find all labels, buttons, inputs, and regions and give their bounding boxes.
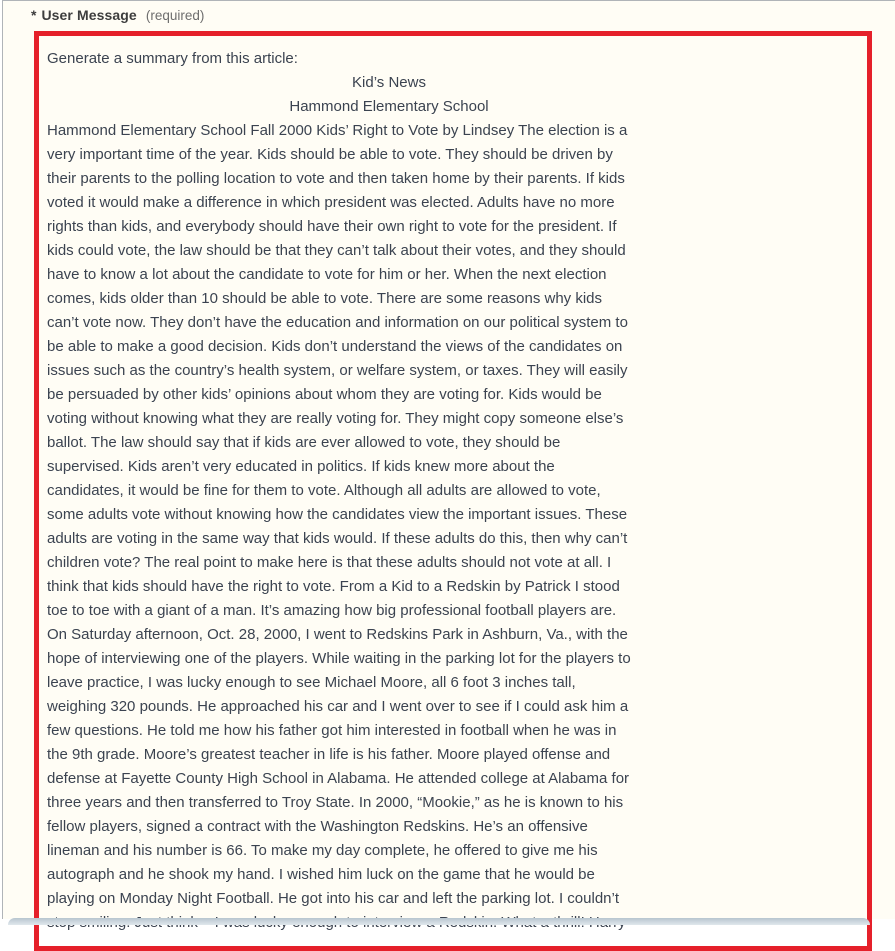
article-body-line: leave practice, I was lucky enough to see Michael Moore, all 6 foot 3 inches tall, bbox=[47, 674, 576, 691]
article-body-line: think that kids should have the right to vote. From a Kid to a Redskin by Patrick I stood bbox=[47, 578, 620, 595]
article-body bbox=[47, 119, 867, 935]
prompt-line: Generate a summary from this article: bbox=[47, 50, 298, 67]
article-body-line: autograph and he shook my hand. I wished him luck on the game that he would be bbox=[47, 866, 595, 883]
article-body-line: have to know a lot about the candidate to vote for him or her. When the next election bbox=[47, 266, 607, 283]
article-body-line: ballot. The law should say that if kids are ever allowed to vote, they should be bbox=[47, 434, 561, 451]
article-body-line: defense at Fayette County High School in Alabama. He attended college at Alabama for bbox=[47, 770, 630, 787]
article-body-line: On Saturday afternoon, Oct. 28, 2000, I went to Redskins Park in Ashburn, Va., with the bbox=[47, 626, 628, 643]
article-body-line: issues such as the country’s health system, or welfare system, or taxes. They will easily bbox=[47, 362, 628, 379]
field-label-row bbox=[31, 7, 204, 23]
article-body-line: be persuaded by other kids’ opinions about whom they are voting for. Kids would be bbox=[47, 386, 602, 403]
article-body-line: supervised. Kids aren’t very educated in politics. If kids knew more about the bbox=[47, 458, 555, 475]
article-body-line: fellow players, signed a contract with the Washington Redskins. He’s an offensive bbox=[47, 818, 588, 835]
article-subtitle: Hammond Elementary School bbox=[289, 98, 489, 115]
article-body-line: rights than kids, and everybody should have their own right to vote for the president. If bbox=[47, 218, 617, 235]
article-body-line: be able to make a good decision. Kids don’t understand the views of the candidates on bbox=[47, 338, 623, 355]
article-body-line: weighing 320 pounds. He approached his car and I went over to see if I could ask him a bbox=[47, 698, 629, 715]
user-message-textarea[interactable] bbox=[34, 31, 872, 951]
article-body-line: very important time of the year. Kids should be able to vote. They should be driven by bbox=[47, 146, 613, 163]
article-body-line: adults are voting in the same way that kids would. If these adults do this, then why can’t bbox=[47, 530, 628, 547]
required-note: (required) bbox=[145, 8, 205, 23]
article-body-line: toe to toe with a giant of a man. It’s amazing how big professional football players are. bbox=[47, 602, 617, 619]
article-body-line: playing on Monday Night Football. He got into his car and left the parking lot. I couldn’t bbox=[47, 890, 619, 907]
article-body-line: few questions. He told me how his father got him interested in football when he was in bbox=[47, 722, 617, 739]
article-body-line: hope of interviewing one of the players. While waiting in the parking lot for the players to bbox=[47, 650, 631, 667]
article-body-line: Hammond Elementary School Fall 2000 Kids’ Right to Vote by Lindsey The election is a bbox=[47, 122, 628, 139]
field-label: User Message bbox=[41, 7, 137, 23]
article-body-line: kids could vote, the law should be that they can’t talk about their votes, and they should bbox=[47, 242, 626, 259]
form-panel bbox=[2, 0, 895, 919]
article-body-line: their parents to the polling location to vote and then taken home by their parents. If kids bbox=[47, 170, 625, 187]
next-section-edge bbox=[8, 918, 870, 925]
required-asterisk: * bbox=[31, 7, 37, 23]
article-title: Kid’s News bbox=[352, 74, 426, 91]
article-body-line: children vote? The real point to make here is that these adults should not vote at all. I bbox=[47, 554, 612, 571]
article-body-line: lineman and his number is 66. To make my day complete, he offered to give me his bbox=[47, 842, 598, 859]
article-body-line: candidates, it would be fine for them to vote. Although all adults are allowed to vote, bbox=[47, 482, 601, 499]
article-body-line: voting without knowing what they are really voting for. They might copy someone else’s bbox=[47, 410, 624, 427]
article-body-line: voted it would make a difference in which president was elected. Adults have no more bbox=[47, 194, 615, 211]
article-body-line: can’t vote now. They don’t have the education and information on our political system to bbox=[47, 314, 628, 331]
article-body-line: three years and then transferred to Troy State. In 2000, “Mookie,” as he is known to his bbox=[47, 794, 624, 811]
article-body-line: the 9th grade. Moore’s greatest teacher in life is his father. Moore played offense and bbox=[47, 746, 611, 763]
article-body-line: comes, kids older than 10 should be able to vote. There are some reasons why kids bbox=[47, 290, 603, 307]
article-body-line: some adults vote without knowing how the candidates view the important issues. These bbox=[47, 506, 628, 523]
